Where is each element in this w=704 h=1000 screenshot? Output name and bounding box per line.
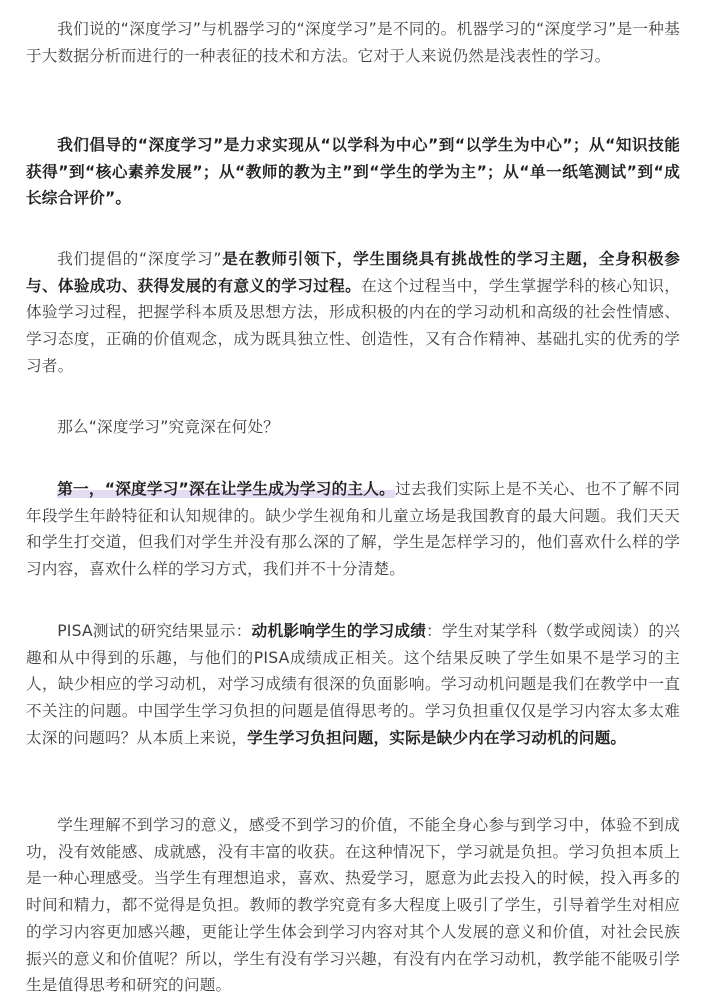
paragraph-text: 我们倡导的“深度学习”是力求实现从“以学科为中心”到“以学生为中心”；从“知识技能获得”到“核心素养发展”；从“教师的教为主”到“学生的学为主”；从“单一纸笔测试”到“成长综合评价”。 [26, 136, 680, 208]
paragraph-bold-text: 动机影响学生的学习成绩 [251, 622, 427, 640]
paragraph-text: 我们提倡的“深度学习” [57, 250, 222, 268]
paragraph-text: 我们说的“深度学习”与机器学习的“深度学习”是不同的。机器学习的“深度学习”是一种基于大数据分析而进行的一种表征的技术和方法。它对于人来说仍然是浅表性的学习。 [26, 20, 680, 65]
highlighted-heading: 第一，“深度学习”深在让学生成为学习的主人。 [57, 480, 395, 498]
paragraph-advocated-deep-learning [26, 132, 680, 212]
paragraph-text: PISA测试的研究结果显示： [57, 622, 252, 640]
paragraph-question [26, 414, 680, 441]
paragraph-bold-text: 是在教师引领下，学生围绕具有挑战性的学习主题，全身积极参与、体验成功、获得发展的有意义的学习过程。 [26, 250, 681, 295]
paragraph-bold-text: 学生学习负担问题，实际是缺少内在学习动机的问题。 [247, 728, 627, 747]
paragraph-proposed-definition [26, 246, 680, 380]
paragraph-learning-burden [26, 812, 680, 999]
paragraph-text: ：学生对某学科（数学或阅读）的兴趣和从中得到的乐趣，与他们的PISA成绩成正相关。这个结果反映了学生如果不是学习的主人，缺少相应的学习动机，对学习成绩有很深的负面影响。学习动机问题是我们在教学中一直不关注的问题。中国学生学习负担的问题是值得思考的。学习负担重仅仅是学习内容太多太难太深的问题吗？从本质上来说， [26, 622, 680, 747]
paragraph-text: 过去我们实际上是不关心、也不了解不同年段学生年龄特征和认知规律的。缺少学生视角和儿童立场是我国教育的最大问题。我们天天和学生打交道，但我们对学生并没有那么深的了解，学生是怎样学习的，他们喜欢什么样的学习内容，喜欢什么样的学习方式，我们并不十分清楚。 [26, 480, 680, 579]
paragraph-text: 在这个过程当中，学生掌握学科的核心知识，体验学习过程，把握学科本质及思想方法，形成积极的内在的学习动机和高级的社会性情感、学习态度，正确的价值观念，成为既具独立性、创造性，又有合作精神、基础扎实的优秀的学习者。 [26, 276, 680, 375]
paragraph-deep-learning-distinction [26, 16, 680, 69]
paragraph-text: 那么“深度学习”究竟深在何处？ [57, 418, 280, 436]
paragraph-first-point [26, 476, 680, 583]
paragraph-text: 学生理解不到学习的意义，感受不到学习的价值，不能全身心参与到学习中，体验不到成功，没有效能感、成就感，没有丰富的收获。在这种情况下，学习就是负担。学习负担本质上是一种心理感受。当学生有理想追求，喜欢、热爱学习，愿意为此去投入的时候，投入再多的时间和精力，都不觉得是负担。教师的教学究竟有多大程度上吸引了学生，引导着学生对相应的学习内容更加感兴趣，更能让学生体会到学习内容对其个人发展的意义和价值，对社会民族振兴的意义和价值呢？所以，学生有没有学习兴趣，有没有内在学习动机，教学能不能吸引学生是值得思考和研究的问题。 [26, 816, 680, 995]
paragraph-pisa-findings [26, 618, 680, 752]
